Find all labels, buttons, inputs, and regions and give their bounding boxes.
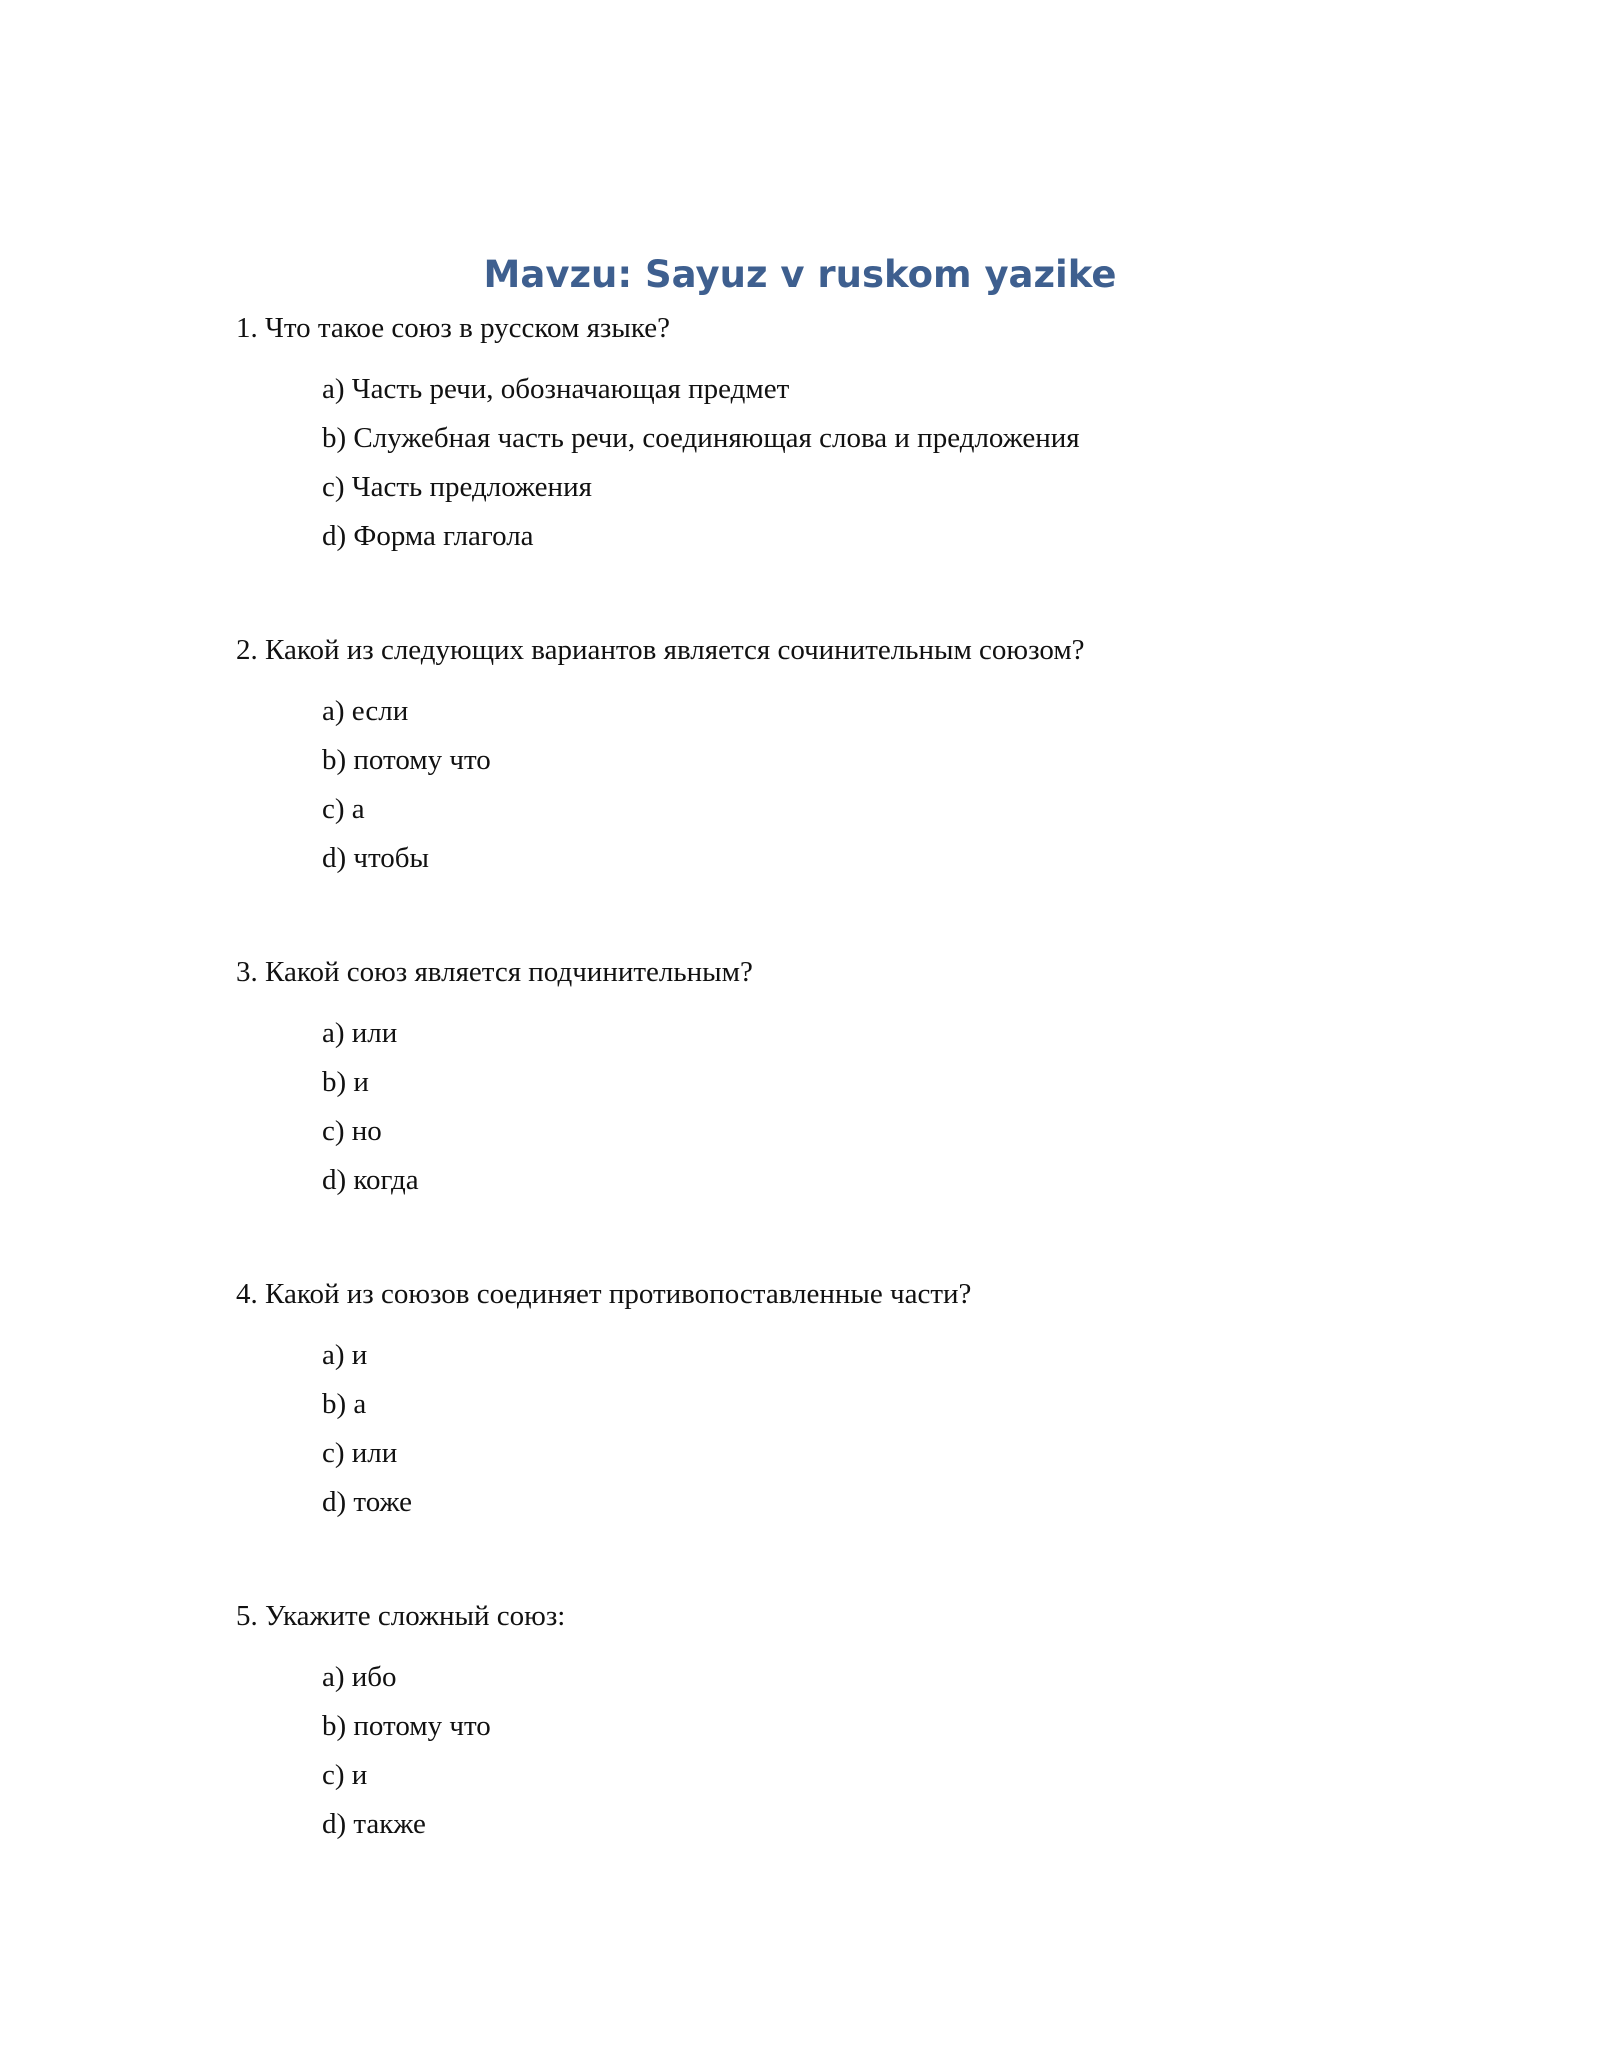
answer-option: a) если — [322, 695, 409, 727]
answer-option: d) тоже — [322, 1486, 413, 1518]
question-5 — [236, 1596, 1436, 1849]
answer-option: b) потому что — [322, 1710, 491, 1742]
question-text: 3. Какой союз является подчинительным? — [236, 956, 753, 988]
answer-option: c) а — [322, 793, 365, 825]
question-2 — [236, 630, 1436, 883]
question-1 — [236, 308, 1436, 561]
answer-option: a) и — [322, 1339, 368, 1371]
question-text: 1. Что такое союз в русском языке? — [236, 312, 670, 344]
answer-option: d) также — [322, 1808, 426, 1840]
answer-list — [236, 365, 1436, 561]
document-title: Mavzu: Sayuz v ruskom yazike — [483, 253, 1117, 296]
answer-option: b) а — [322, 1388, 367, 1420]
answer-option: b) и — [322, 1066, 369, 1098]
answer-option: d) чтобы — [322, 842, 430, 874]
answer-option: c) или — [322, 1437, 398, 1469]
question-text: 2. Какой из следующих вариантов является сочинительным союзом? — [236, 634, 1085, 666]
question-text: 4. Какой из союзов соединяет противопоставленные части? — [236, 1278, 972, 1310]
answer-list — [236, 1009, 1436, 1205]
answer-option: a) Часть речи, обозначающая предмет — [322, 373, 790, 405]
question-4 — [236, 1274, 1436, 1527]
answer-option: b) Служебная часть речи, соединяющая слова и предложения — [322, 422, 1080, 454]
answer-option: d) Форма глагола — [322, 520, 534, 552]
answer-option: d) когда — [322, 1164, 419, 1196]
question-text: 5. Укажите сложный союз: — [236, 1600, 566, 1632]
question-3 — [236, 952, 1436, 1205]
answer-option: c) и — [322, 1759, 368, 1791]
answer-list — [236, 687, 1436, 883]
answer-list — [236, 1653, 1436, 1849]
answer-list — [236, 1331, 1436, 1527]
answer-option: a) или — [322, 1017, 398, 1049]
answer-option: c) но — [322, 1115, 382, 1147]
answer-option: b) потому что — [322, 744, 491, 776]
answer-option: c) Часть предложения — [322, 471, 592, 503]
answer-option: a) ибо — [322, 1661, 397, 1693]
